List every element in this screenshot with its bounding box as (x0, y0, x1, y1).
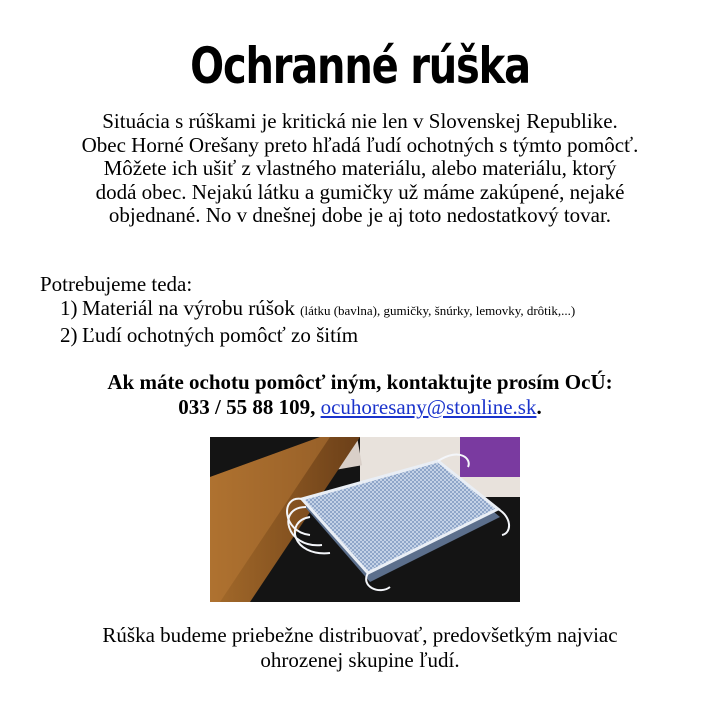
contact-end: . (536, 395, 542, 419)
contact-block (0, 370, 720, 420)
intro-line: objednané. No v dnešnej dobe je aj toto nedostatkový tovar. (108, 203, 612, 227)
contact-line: Ak máte ochotu pomôcť iným, kontaktujte prosím OcÚ: (107, 370, 613, 394)
list-number: 1) (60, 296, 78, 320)
email-link[interactable]: ocuhoresany@stonline.sk (320, 395, 537, 419)
list-item (40, 323, 700, 347)
list-number: 2) (60, 323, 78, 347)
intro-line: Situácia s rúškami je kritická nie len v Slovenskej Republike. (102, 109, 618, 133)
intro-line: dodá obec. Nejakú látku a gumičky už máme zakúpené, nejaké (95, 179, 625, 204)
needs-heading: Potrebujeme teda: (40, 272, 193, 296)
contact-details (0, 395, 720, 420)
masks-photo (210, 437, 520, 602)
intro-paragraph (30, 110, 690, 228)
list-text: Ľudí ochotných pomôcť zo šitím (82, 323, 359, 347)
masks-photo-illustration (210, 437, 520, 602)
closing-line: Rúška budeme priebežne distribuovať, predovšetkým najviac (102, 623, 618, 647)
closing-line: ohrozenej skupine ľudí. (260, 648, 460, 672)
closing-paragraph (0, 623, 720, 673)
phone-number: 033 / 55 88 109, (178, 395, 316, 419)
needs-section (40, 272, 700, 347)
list-item (40, 296, 700, 323)
page-title: Ochranné rúška (190, 37, 530, 95)
list-note: (látku (bavlna), gumičky, šnúrky, lemovky, drôtik,...) (300, 303, 576, 318)
needs-list (40, 296, 700, 347)
intro-line: Môžete ich ušiť z vlastného materiálu, alebo materiálu, ktorý (103, 156, 617, 180)
list-text: Materiál na výrobu rúšok (82, 296, 295, 320)
intro-line: Obec Horné Orešany preto hľadá ľudí ochotných s týmto pomôcť. (81, 132, 639, 157)
